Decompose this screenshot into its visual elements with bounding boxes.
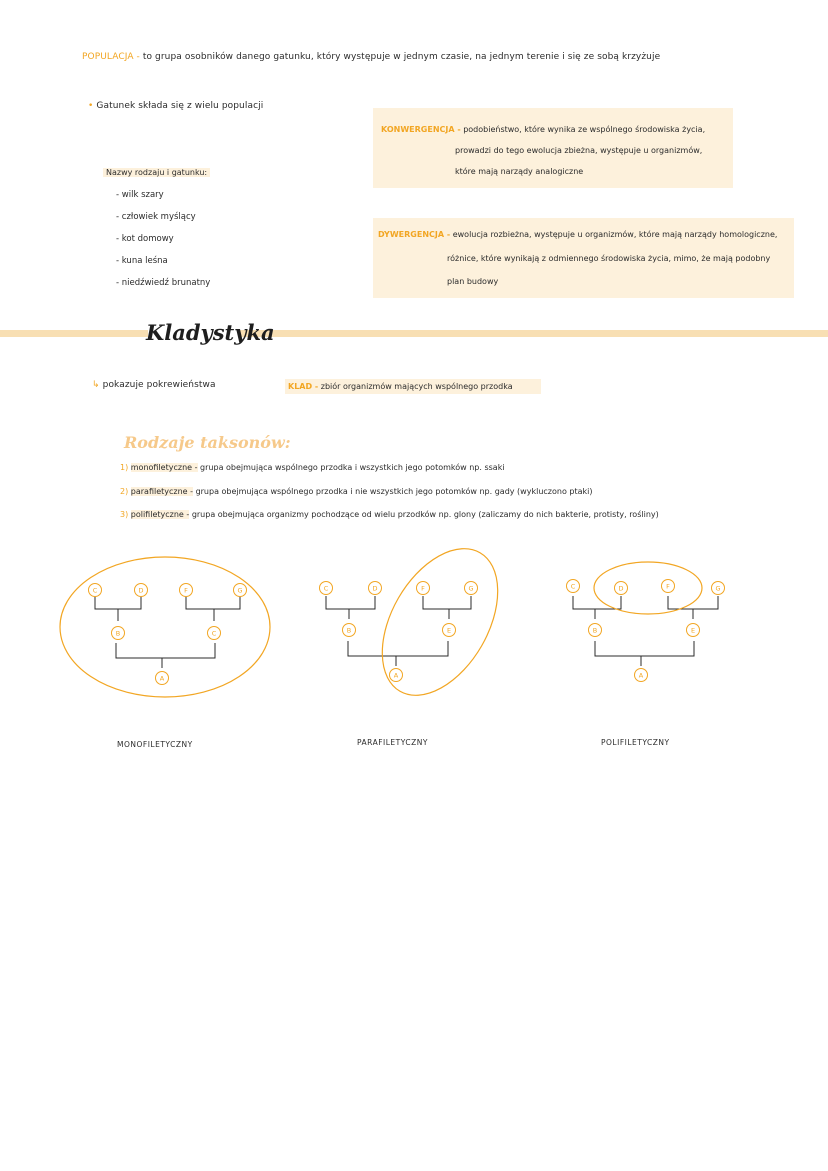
konwergencja-line3: które mają narządy analogiczne [455, 167, 584, 176]
rodzaj-item-1: 1) monofiletyczne - grupa obejmująca wspólnego przodka i wszystkich jego potomków np. ssaki [120, 463, 505, 472]
node-label: F [184, 586, 188, 595]
arrow-icon: ↳ [92, 380, 100, 390]
konwergencja-term: KONWERGENCJA - [381, 125, 461, 134]
populacja-definition: to grupa osobników danego gatunku, który występuje w jednym czasie, na jednym terenie i się ze sobą krzyżuje [142, 52, 661, 62]
node-label: C [323, 584, 329, 593]
list-item: - kot domowy [116, 234, 174, 244]
populacja-term: POPULACJA - [82, 52, 140, 62]
label-polifiletyczny: POLIFILETYCZNY [601, 738, 670, 747]
dywergencja-term: DYWERGENCJA - [378, 230, 451, 239]
dywergencja-line2: różnice, które wynikają z odmiennego środowiska życia, mimo, że mają podobny [447, 254, 771, 263]
dywergencja-line3: plan budowy [447, 277, 499, 286]
konwergencja-line1: KONWERGENCJA - podobieństwo, które wynika ze wspólnego środowiska życia, [381, 125, 706, 134]
node-label: G [715, 584, 721, 593]
pokazuje-line [92, 380, 216, 390]
rodzaj-item-2: 2) parafiletyczne - grupa obejmująca wspólnego przodka i nie wszystkich jego potomków np. gady (wykluczono ptaki) [120, 487, 593, 496]
node-label: B [115, 629, 121, 638]
node-label: F [666, 582, 670, 591]
klad-definition: zbiór organizmów mających wspólnego przodka [320, 382, 513, 391]
node-label: A [393, 671, 399, 680]
node-label: F [421, 584, 425, 593]
node-label: E [690, 626, 696, 635]
rodzaje-heading: Rodzaje taksonów: [124, 433, 291, 452]
node-label: E [446, 626, 452, 635]
node-label: A [159, 674, 165, 683]
rodzaj-term: polifiletyczne - [130, 510, 190, 519]
rodzaj-item-3: 3) polifiletyczne - grupa obejmująca organizmy pochodzące od wielu przodków np. glony (zaliczamy do nich bakterie, protisty, rośliny) [120, 510, 659, 519]
node-label: B [346, 626, 352, 635]
gatunek-text: Gatunek składa się z wielu populacji [96, 101, 264, 111]
node-label: D [618, 584, 624, 593]
paraphyletic-group-ellipse [358, 545, 521, 715]
section-title: Kladystyka [146, 320, 275, 345]
node-label: C [211, 629, 217, 638]
rodzaj-term: parafiletyczne - [130, 487, 194, 496]
list-item: - niedźwiedź brunatny [116, 278, 211, 288]
klad-line [285, 379, 541, 394]
node-label: A [638, 671, 644, 680]
list-item: - człowiek myślący [116, 212, 196, 222]
node-label: D [372, 584, 378, 593]
pokazuje-text: pokazuje pokrewieństwa [102, 380, 216, 390]
label-parafiletyczny: PARAFILETYCZNY [357, 738, 428, 747]
node-label: C [570, 582, 576, 591]
node-label: G [468, 584, 474, 593]
dywergencja-line1: DYWERGENCJA - ewolucja rozbieżna, występuje u organizmów, które mają narządy homologiczne, [378, 230, 778, 239]
polyphyletic-group-ellipse [594, 562, 702, 614]
list-item: - wilk szary [116, 190, 164, 200]
label-monofiletyczny: MONOFILETYCZNY [117, 740, 193, 749]
konwergencja-line2: prowadzi do tego ewolucja zbieżna, występuje u organizmów, [455, 146, 703, 155]
species-list [116, 190, 210, 300]
bullet-icon: • [88, 101, 94, 111]
section-divider-left [0, 330, 148, 337]
node-label: D [138, 586, 144, 595]
node-label: B [592, 626, 598, 635]
nazwy-heading: Nazwy rodzaju i gatunku: [103, 168, 210, 177]
populacja-line [82, 52, 660, 62]
section-divider-right [240, 330, 828, 337]
node-label: G [237, 586, 243, 595]
gatunek-note [88, 101, 263, 111]
node-label: C [92, 586, 98, 595]
list-item: - kuna leśna [116, 256, 168, 266]
klad-term: KLAD - [288, 382, 319, 391]
rodzaj-term: monofiletyczne - [130, 463, 198, 472]
